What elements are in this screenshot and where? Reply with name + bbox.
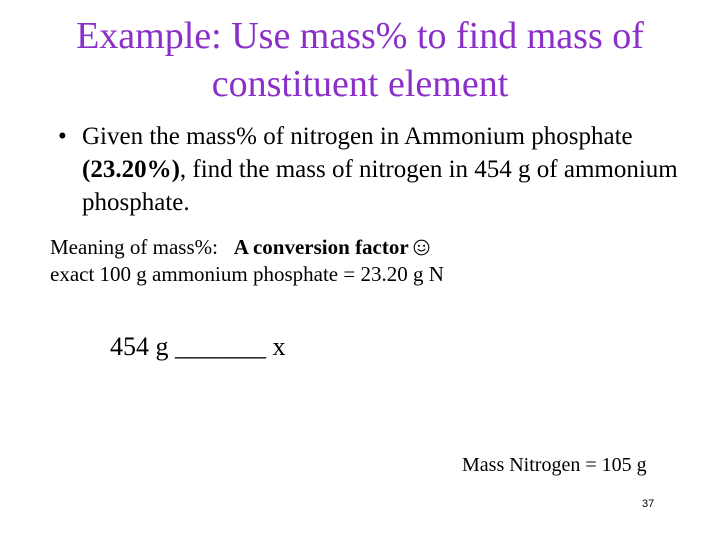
title-line-1: Example: Use mass% to find mass of: [76, 15, 644, 57]
bullet-text-prefix: Given the mass% of nitrogen in Ammonium phosphate: [82, 123, 633, 150]
smiley-face-icon: [413, 239, 430, 256]
bullet-text: [82, 120, 698, 219]
equation-line: 454 g _______ x: [110, 332, 286, 361]
result-line: Mass Nitrogen = 105 g: [462, 454, 647, 476]
slide-title: [40, 12, 680, 108]
bullet-item: [58, 120, 698, 219]
title-line-2: constituent element: [211, 63, 509, 105]
meaning-conversion-factor: A conversion factor: [233, 235, 409, 259]
page-number: 37: [642, 498, 655, 510]
bullet-text-percent: (23.20%): [82, 156, 180, 183]
meaning-block: [50, 234, 444, 288]
meaning-label: Meaning of mass%:: [50, 235, 218, 259]
meaning-row: [50, 234, 444, 261]
bullet-dot: •: [58, 123, 67, 150]
conversion-line: exact 100 g ammonium phosphate = 23.20 g N: [50, 262, 444, 286]
bullet-text-suffix: , find the mass of nitrogen in 454 g of ammonium phosphate.: [82, 156, 678, 216]
